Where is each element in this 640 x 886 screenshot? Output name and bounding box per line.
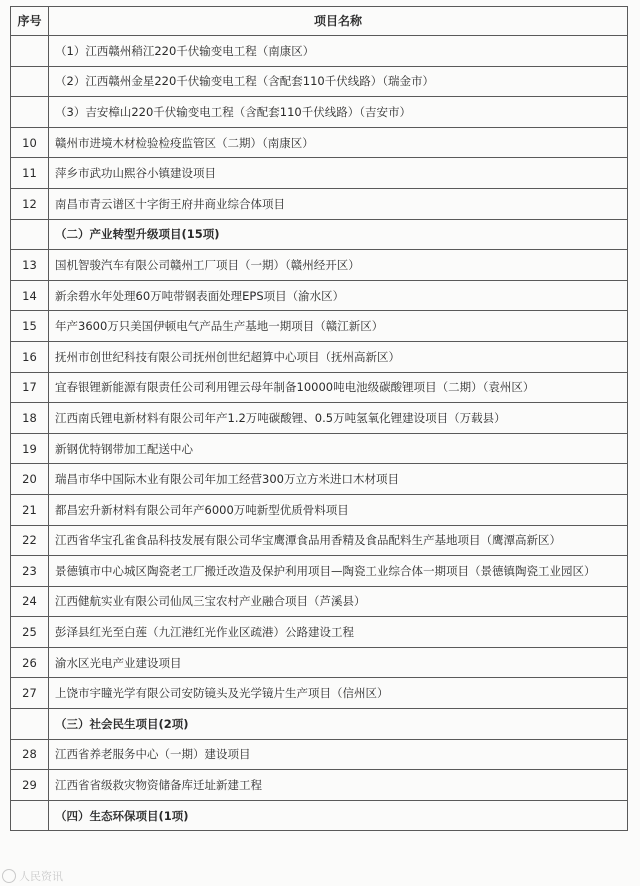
- serial-number-cell: 12: [11, 188, 49, 219]
- serial-number-cell: 17: [11, 372, 49, 403]
- serial-number-cell: 11: [11, 158, 49, 189]
- table-row: [11, 280, 628, 311]
- project-name-cell: 江西省华宝孔雀食品科技发展有限公司华宝鹰潭食品用香精及食品配料生产基地项目（鹰潭高新区）: [49, 525, 628, 556]
- table-header-row: [11, 7, 628, 36]
- table-row: [11, 739, 628, 770]
- header-serial-number: 序号: [11, 7, 49, 36]
- table-row: [11, 678, 628, 709]
- table-row: [11, 494, 628, 525]
- project-name-cell: 新余碧水年处理60万吨带钢表面处理EPS项目（渝水区）: [49, 280, 628, 311]
- serial-number-cell: 19: [11, 433, 49, 464]
- watermark-text: 人民资讯: [19, 870, 63, 883]
- header-project-name: 项目名称: [49, 7, 628, 36]
- serial-number-cell: [11, 97, 49, 128]
- section-title-cell: （二）产业转型升级项目(15项): [49, 219, 628, 250]
- project-name-cell: 赣州市进境木材检验检疫监管区（二期）（南康区）: [49, 127, 628, 158]
- table-row: [11, 556, 628, 587]
- project-name-cell: 新钢优特钢带加工配送中心: [49, 433, 628, 464]
- serial-number-cell: 16: [11, 341, 49, 372]
- serial-number-cell: 21: [11, 494, 49, 525]
- serial-number-cell: [11, 66, 49, 97]
- table-row: [11, 617, 628, 648]
- serial-number-cell: 14: [11, 280, 49, 311]
- serial-number-cell: 20: [11, 464, 49, 495]
- project-name-cell: 年产3600万只美国伊顿电气产品生产基地一期项目（赣江新区）: [49, 311, 628, 342]
- section-row: [11, 800, 628, 831]
- serial-number-cell: 22: [11, 525, 49, 556]
- serial-number-cell: 24: [11, 586, 49, 617]
- table-row: [11, 311, 628, 342]
- table-row: [11, 127, 628, 158]
- serial-number-cell: 10: [11, 127, 49, 158]
- project-name-cell: 江西省养老服务中心（一期）建设项目: [49, 739, 628, 770]
- project-table: [10, 6, 628, 831]
- table-row: [11, 525, 628, 556]
- table-row: [11, 158, 628, 189]
- project-name-cell: 都昌宏升新材料有限公司年产6000万吨新型优质骨料项目: [49, 494, 628, 525]
- project-name-cell: 宜春银锂新能源有限责任公司利用锂云母年制备10000吨电池级碳酸锂项目（二期）（袁州区）: [49, 372, 628, 403]
- serial-number-cell: [11, 800, 49, 831]
- watermark-logo-icon: [2, 869, 16, 883]
- table-row: [11, 647, 628, 678]
- section-row: [11, 709, 628, 740]
- table-row: [11, 97, 628, 128]
- project-name-cell: 江西健航实业有限公司仙凤三宝农村产业融合项目（芦溪县）: [49, 586, 628, 617]
- serial-number-cell: [11, 709, 49, 740]
- table-row: [11, 586, 628, 617]
- project-name-cell: 萍乡市武功山熙谷小镇建设项目: [49, 158, 628, 189]
- table-row: [11, 250, 628, 281]
- table-row: [11, 433, 628, 464]
- section-title-cell: （四）生态环保项目(1项): [49, 800, 628, 831]
- project-name-cell: （3）吉安樟山220千伏输变电工程（含配套110千伏线路）（吉安市）: [49, 97, 628, 128]
- serial-number-cell: 25: [11, 617, 49, 648]
- serial-number-cell: 23: [11, 556, 49, 587]
- table-row: [11, 464, 628, 495]
- table-body: [11, 36, 628, 831]
- project-name-cell: 上饶市宇瞳光学有限公司安防镜头及光学镜片生产项目（信州区）: [49, 678, 628, 709]
- section-row: [11, 219, 628, 250]
- project-name-cell: 渝水区光电产业建设项目: [49, 647, 628, 678]
- serial-number-cell: 13: [11, 250, 49, 281]
- project-name-cell: 抚州市创世纪科技有限公司抚州创世纪超算中心项目（抚州高新区）: [49, 341, 628, 372]
- project-name-cell: 景德镇市中心城区陶瓷老工厂搬迁改造及保护利用项目—陶瓷工业综合体一期项目（景德镇陶瓷工业园区）: [49, 556, 628, 587]
- table-row: [11, 403, 628, 434]
- table-row: [11, 36, 628, 67]
- serial-number-cell: 28: [11, 739, 49, 770]
- project-name-cell: （2）江西赣州金星220千伏输变电工程（含配套110千伏线路）（瑞金市）: [49, 66, 628, 97]
- serial-number-cell: 26: [11, 647, 49, 678]
- table-row: [11, 770, 628, 801]
- serial-number-cell: 18: [11, 403, 49, 434]
- serial-number-cell: 15: [11, 311, 49, 342]
- watermark: [2, 868, 63, 884]
- project-name-cell: 国机智骏汽车有限公司赣州工厂项目（一期）（赣州经开区）: [49, 250, 628, 281]
- table-row: [11, 188, 628, 219]
- serial-number-cell: [11, 36, 49, 67]
- section-title-cell: （三）社会民生项目(2项): [49, 709, 628, 740]
- project-name-cell: 江西南氏锂电新材料有限公司年产1.2万吨碳酸锂、0.5万吨氢氧化锂建设项目（万载县）: [49, 403, 628, 434]
- project-name-cell: （1）江西赣州稍江220千伏输变电工程（南康区）: [49, 36, 628, 67]
- project-name-cell: 南昌市青云谱区十字街王府井商业综合体项目: [49, 188, 628, 219]
- project-name-cell: 彭泽县红光至白莲（九江港红光作业区疏港）公路建设工程: [49, 617, 628, 648]
- serial-number-cell: 29: [11, 770, 49, 801]
- table-row: [11, 66, 628, 97]
- table-row: [11, 341, 628, 372]
- project-name-cell: 江西省省级救灾物资储备库迁址新建工程: [49, 770, 628, 801]
- project-name-cell: 瑞昌市华中国际木业有限公司年加工经营300万立方米进口木材项目: [49, 464, 628, 495]
- serial-number-cell: [11, 219, 49, 250]
- serial-number-cell: 27: [11, 678, 49, 709]
- table-row: [11, 372, 628, 403]
